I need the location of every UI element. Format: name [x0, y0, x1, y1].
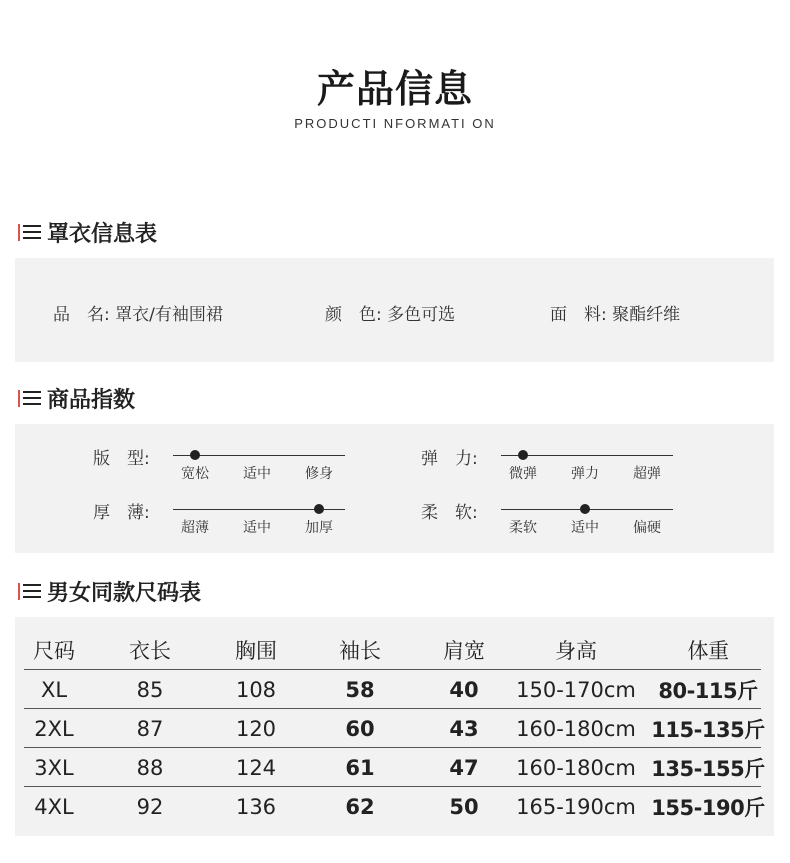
table-cell: 80-115斤 — [658, 678, 758, 703]
slider-marker — [314, 504, 324, 514]
slider-option: 适中 — [243, 466, 271, 482]
slider-option: 柔软 — [509, 520, 537, 536]
page-title: 产品信息 — [316, 67, 473, 111]
table-header-row — [24, 630, 761, 670]
info-name-value: 罩衣/有袖围裙 — [115, 305, 223, 325]
info-name-label: 品 名: — [53, 305, 110, 325]
menu-icon — [23, 391, 41, 405]
table-cell: 62 — [345, 794, 375, 819]
index-stretch-slider — [501, 455, 673, 495]
info-material-value: 聚酯纤维 — [612, 305, 681, 325]
table-row — [24, 670, 761, 709]
table-header-cell: 尺码 — [33, 639, 75, 663]
table-cell: 155-190斤 — [651, 795, 765, 820]
table-cell: 40 — [449, 677, 479, 702]
table-header-cell: 体重 — [687, 639, 729, 663]
info-color — [325, 300, 455, 325]
slider-option: 弹力 — [571, 466, 599, 482]
page-subtitle: PRODUCTI NFORMATI ON — [294, 116, 496, 131]
slider-option: 超薄 — [181, 520, 209, 536]
section-title-info: 罩衣信息表 — [47, 221, 158, 247]
accent-bar — [18, 583, 20, 600]
menu-icon — [23, 225, 41, 239]
slider-option: 宽松 — [181, 466, 209, 482]
section-header-info — [18, 219, 157, 245]
accent-bar — [18, 390, 20, 407]
index-softness-slider — [501, 509, 673, 549]
section-title-index: 商品指数 — [47, 387, 136, 413]
table-cell: 60 — [345, 716, 375, 741]
table-cell: 115-135斤 — [651, 717, 765, 742]
index-fit-label: 版 型: — [93, 449, 150, 469]
slider-option: 修身 — [305, 466, 333, 482]
accent-bar — [18, 224, 20, 241]
info-color-value: 多色可选 — [387, 305, 456, 325]
index-thickness-slider — [173, 509, 345, 549]
index-panel — [15, 424, 774, 553]
table-cell: 160-180cm — [516, 716, 636, 741]
info-material — [550, 300, 680, 325]
section-header-size — [18, 578, 201, 604]
table-cell: 160-180cm — [516, 755, 636, 780]
table-cell: 4XL — [34, 794, 74, 819]
index-stretch-label: 弹 力: — [421, 449, 478, 469]
table-header-cell: 衣长 — [129, 639, 171, 663]
table-cell: 87 — [136, 716, 164, 741]
slider-marker — [190, 450, 200, 460]
slider-marker — [518, 450, 528, 460]
table-cell: 150-170cm — [516, 677, 636, 702]
table-cell: 3XL — [34, 755, 74, 780]
slider-option: 微弹 — [509, 466, 537, 482]
table-cell: 47 — [449, 755, 479, 780]
table-cell: 88 — [136, 755, 164, 780]
index-fit-slider — [173, 455, 345, 495]
table-cell: 92 — [136, 794, 164, 819]
section-title-size: 男女同款尺码表 — [47, 580, 202, 606]
table-cell: 108 — [235, 677, 277, 702]
table-cell: 43 — [449, 716, 479, 741]
table-cell: 85 — [136, 677, 164, 702]
table-row — [24, 709, 765, 748]
slider-marker — [580, 504, 590, 514]
table-header-cell: 肩宽 — [443, 639, 485, 663]
slider-option: 适中 — [571, 520, 599, 536]
table-cell: 61 — [345, 755, 375, 780]
table-cell: 120 — [235, 716, 277, 741]
menu-icon — [23, 584, 41, 598]
table-row — [24, 787, 765, 826]
index-softness-label: 柔 软: — [421, 503, 478, 523]
info-color-label: 颜 色: — [325, 305, 382, 325]
table-cell: 136 — [235, 794, 277, 819]
index-thickness-label: 厚 薄: — [93, 503, 150, 523]
slider-option: 偏硬 — [633, 520, 661, 536]
section-header-index — [18, 385, 135, 411]
slider-option: 加厚 — [305, 520, 333, 536]
table-cell: 165-190cm — [516, 794, 636, 819]
size-table — [24, 630, 765, 826]
table-header-cell: 胸围 — [235, 639, 277, 663]
info-name — [53, 300, 223, 325]
slider-option: 超弹 — [633, 466, 661, 482]
table-header-cell: 身高 — [555, 639, 597, 663]
slider-option: 适中 — [243, 520, 271, 536]
table-cell: 124 — [235, 755, 277, 780]
table-row — [24, 748, 765, 787]
info-panel — [15, 258, 774, 362]
table-cell: 50 — [449, 794, 479, 819]
table-cell: 2XL — [34, 716, 74, 741]
table-cell: 135-155斤 — [651, 756, 765, 781]
table-cell: 58 — [345, 677, 375, 702]
table-cell: XL — [40, 677, 68, 702]
info-material-label: 面 料: — [550, 305, 607, 325]
table-header-cell: 袖长 — [339, 639, 381, 663]
